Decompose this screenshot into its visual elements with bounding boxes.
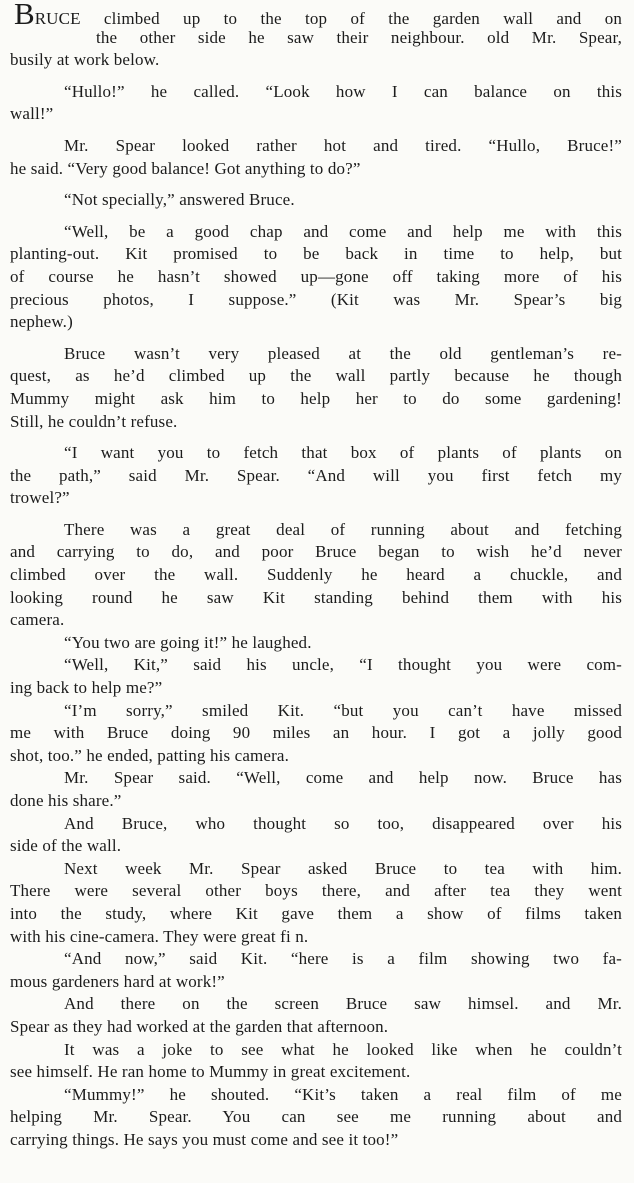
text-line: It was a joke to see what he looked like when he couldn’t [64, 1039, 622, 1059]
paragraph [10, 813, 622, 858]
text-line: and carrying to do, and poor Bruce began to wish he’d never [10, 542, 622, 562]
text-line: done his share.” [10, 791, 122, 810]
text-line: helping Mr. Spear. You can see me running about and [10, 1107, 622, 1127]
text-line: mous gardeners hard at work!” [10, 971, 225, 991]
text-line: Mr. Spear said. “Well, come and help now. Bruce has [64, 768, 622, 788]
drop-cap: B [14, 0, 35, 31]
text-line: the other side he saw their neighbour. old Mr. Spear, [96, 27, 622, 47]
text-line: climbed over the wall. Suddenly he heard a chuckle, and [10, 565, 622, 585]
paragraph [10, 858, 622, 948]
paragraph-gap [10, 180, 622, 189]
text-line: Mr. Spear looked rather hot and tired. “Hullo, Bruce!” [64, 135, 622, 155]
opening-paragraph [10, 0, 622, 72]
paragraph-gap [10, 510, 622, 519]
text-line: “You two are going it!” he laughed. [64, 632, 312, 652]
text-line: Spear as they had worked at the garden that afternoon. [10, 1016, 389, 1036]
text-line: “Well, be a good chap and come and help me with this [64, 221, 622, 241]
paragraph-gap [10, 334, 622, 343]
paragraph-gap [10, 212, 622, 221]
paragraph [10, 442, 622, 510]
paragraph [10, 221, 622, 334]
paragraph [10, 81, 622, 126]
text-line: busily at work below. [10, 50, 160, 70]
text-line: Bruce wasn’t very pleased at the old gentleman’s re- [64, 343, 622, 363]
paragraph [10, 1084, 622, 1152]
paragraph [10, 948, 622, 993]
text-line: There were several other boys there, and after tea they went [10, 881, 622, 901]
text-line: me with Bruce doing 90 miles an hour. I got a jolly good [10, 723, 622, 743]
text-line: into the study, where Kit gave them a show of films taken [10, 903, 622, 923]
text-line: camera. [10, 610, 65, 630]
text-line: shot, too.” he ended, patting his camera. [10, 745, 290, 765]
text-line: And Bruce, who thought so too, disappeared over his [64, 813, 622, 833]
paragraph-gap [10, 72, 622, 81]
text-line: carrying things. He says you must come and see it too!” [10, 1129, 399, 1149]
text-line: of course he hasn’t showed up—gone off taking more of his [10, 266, 622, 286]
text-line: wall!” [10, 104, 54, 124]
text-line: “Well, Kit,” said his uncle, “I thought you were com- [64, 655, 622, 675]
text-line: looking round he saw Kit standing behind them with his [10, 587, 622, 607]
text-line: precious photos, I suppose.” (Kit was Mr. Spear’s big [10, 289, 622, 309]
text-line: see himself. He ran home to Mummy in great excitement. [10, 1062, 411, 1082]
text-line: And there on the screen Bruce saw himsel. and Mr. [64, 994, 622, 1014]
paragraph [10, 632, 622, 655]
text-line: trowel?” [10, 488, 70, 508]
text-line: Next week Mr. Spear asked Bruce to tea with him. [64, 858, 622, 878]
paragraph [10, 1039, 622, 1084]
paragraph [10, 519, 622, 632]
text-line: with his cine-camera. They were great fi n. [10, 926, 309, 946]
paragraph [10, 767, 622, 812]
text-line: he said. “Very good balance! Got anything to do?” [10, 158, 361, 178]
text-line: Mummy might ask him to help her to do some gardening! [10, 388, 622, 408]
text-line: “I want you to fetch that box of plants of plants on [64, 443, 622, 463]
text-line: ing back to help me?” [10, 678, 163, 698]
text-line: “I’m sorry,” smiled Kit. “but you can’t have missed [64, 700, 622, 720]
text-line: nephew.) [10, 312, 73, 332]
text-line: There was a great deal of running about and fetching [64, 519, 622, 539]
text-line: “Hullo!” he called. “Look how I can balance on this [64, 81, 622, 101]
text-line: “And now,” said Kit. “here is a film showing two fa- [64, 949, 622, 969]
paragraph-gap [10, 433, 622, 442]
text-line-content: RUCE climbed up to the top of the garden wall and on [34, 9, 622, 28]
text-line: side of the wall. [10, 836, 122, 856]
paragraph [10, 189, 622, 212]
text-line: quest, as he’d climbed up the wall partly because he though [10, 366, 622, 386]
paragraph [10, 343, 622, 433]
text-line: planting-out. Kit promised to be back in time to help, but [10, 244, 622, 264]
paragraph [10, 700, 622, 768]
text-line: “Mummy!” he shouted. “Kit’s taken a real film of me [64, 1084, 622, 1104]
text-line: Still, he couldn’t refuse. [10, 411, 178, 431]
text-line: “Not specially,” answered Bruce. [64, 190, 295, 210]
paragraph [10, 135, 622, 180]
paragraph-gap [10, 126, 622, 135]
paragraph [10, 993, 622, 1038]
paragraph [10, 654, 622, 699]
text-line [10, 0, 622, 31]
text-line: the path,” said Mr. Spear. “And will you first fetch my [10, 465, 622, 485]
